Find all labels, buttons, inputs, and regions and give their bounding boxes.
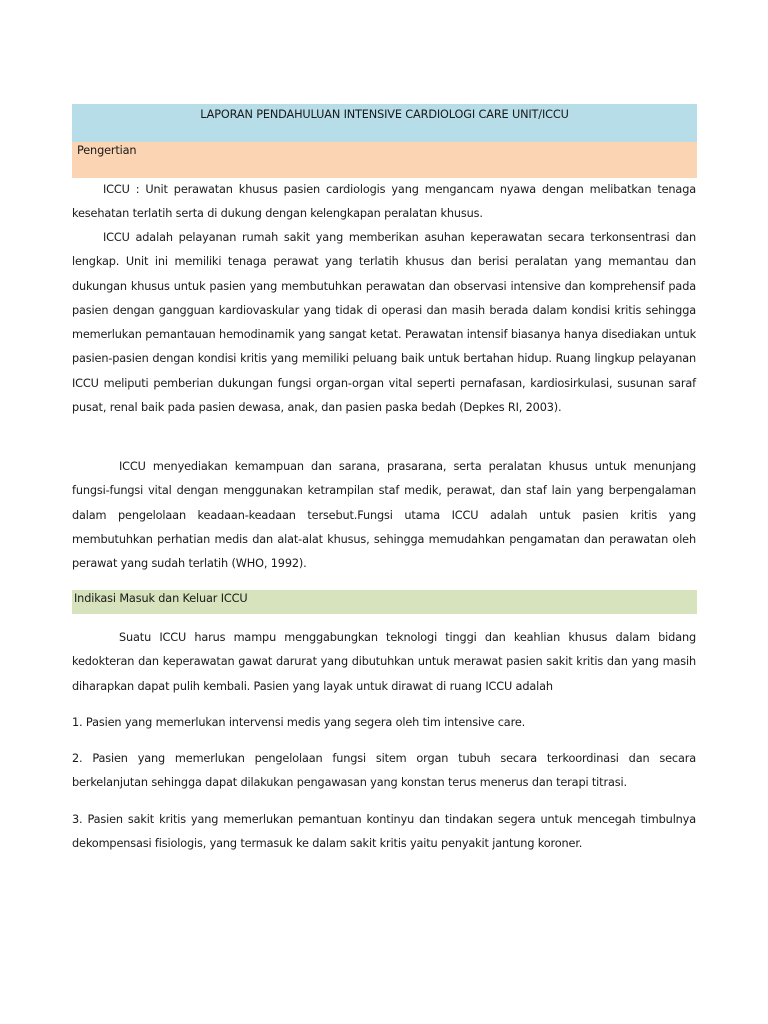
document-title: LAPORAN PENDAHULUAN INTENSIVE CARDIOLOGI CARE UNIT/ICCU <box>200 108 569 121</box>
paragraph-definition: ICCU : Unit perawatan khusus pasien cardiologis yang mengancam nyawa dengan melibatkan tenaga kesehatan terlatih serta di dukung dengan kelengkapan peralatan khusus. <box>72 183 696 221</box>
paragraph-indication-intro: Suatu ICCU harus mampu menggabungkan teknologi tinggi dan keahlian khusus dalam bidang kedokteran dan keperawatan gawat darurat yang dibutuhkan untuk merawat pasien sakit kritis dan yang masih diharapkan dapat pulih kembali. Pasien yang layak untuk dirawat di ruang ICCU adalah <box>72 631 696 693</box>
paragraph-iccu-service: ICCU adalah pelayanan rumah sakit yang memberikan asuhan keperawatan secara terkonsentrasi dan lengkap. Unit ini memiliki tenaga perawat yang terlatih khusus dan berisi peralatan yang memantau dan dukungan khusus untuk pasien yang membutuhkan perawatan dan observasi intensive dan komprehensif pada pasien dengan gangguan kardiovaskular yang tidak di operasi dan masih berada dalam kondisi kritis sehingga memerlukan pemantauan hemodinamik yang sangat ketat. Perawatan intensif biasanya hanya disediakan untuk pasien-pasien dengan kondisi kritis yang memiliki peluang baik untuk bertahan hidup. Ruang lingkup pelayanan ICCU meliputi pemberian dukungan fungsi organ-organ vital seperti pernafasan, kardiosirkulasi, susunan saraf pusat, renal baik pada pasien dewasa, anak, dan pasien paska bedah (Depkes RI, 2003). <box>72 231 696 415</box>
section-heading-pengertian: Pengertian <box>77 144 137 157</box>
section-heading-band-pengertian <box>72 142 697 178</box>
list-item-indication-1: 1. Pasien yang memerlukan intervensi medis yang segera oleh tim intensive care. <box>72 716 526 729</box>
document-title-band <box>72 104 697 142</box>
section-heading-band-indikasi <box>72 590 697 614</box>
list-item-indication-3: 3. Pasien sakit kritis yang memerlukan pemantuan kontinyu dan tindakan segera untuk mencegah timbulnya dekompensasi fisiologis, yang termasuk ke dalam sakit kritis yaitu penyakit jantung koroner. <box>72 813 696 851</box>
paragraph-iccu-function: ICCU menyediakan kemampuan dan sarana, prasarana, serta peralatan khusus untuk menunjang fungsi-fungsi vital dengan menggunakan ketrampilan staf medik, perawat, dan staf lain yang berpengalaman dalam pengelolaan keadaan-keadaan tersebut.Fungsi utama ICCU adalah untuk pasien kritis yang membutuhkan perhatian medis dan alat-alat khusus, sehingga memudahkan pengamatan dan perawatan oleh perawat yang sudah terlatih (WHO, 1992). <box>72 460 696 571</box>
section-heading-indikasi: Indikasi Masuk dan Keluar ICCU <box>74 592 248 605</box>
list-item-indication-2: 2. Pasien yang memerlukan pengelolaan fungsi sitem organ tubuh secara terkoordinasi dan secara berkelanjutan sehingga dapat dilakukan pengawasan yang konstan terus menerus dan terapi titrasi. <box>72 752 696 790</box>
